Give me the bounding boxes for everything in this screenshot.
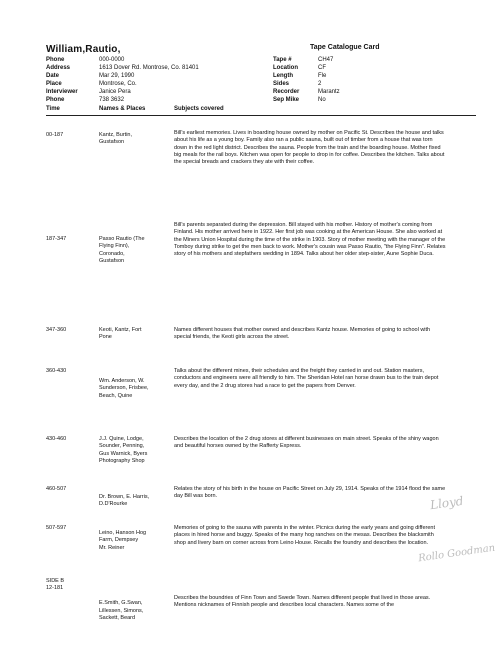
- date-label: Date: [46, 73, 60, 79]
- entry-time: 00-187: [46, 132, 64, 138]
- entry-names: Passo Rautio (The Flying Finn), Coronado, Gustafson: [99, 236, 145, 264]
- entry-time: 460-507: [46, 486, 67, 492]
- length-label: Length: [273, 73, 293, 79]
- date-value: Mar 29, 1990: [99, 73, 135, 79]
- sep-mike-label: Sep Mike: [273, 97, 300, 103]
- entry-time: 187-347: [46, 236, 67, 242]
- entry-names: Keoti, Kantz, Fort Pone: [99, 327, 142, 341]
- entry-subjects: Describes the location of the 2 drug stores at different businesses on main street. Speaks of the shiny wagon and beautiful horses owned by the Rafferty Express.: [174, 436, 439, 450]
- address-label: Address: [46, 65, 71, 71]
- place-value: Montrose, Co.: [99, 81, 137, 87]
- sep-mike-value: No: [318, 97, 326, 103]
- location-value: CF: [318, 65, 326, 71]
- header-rule: [46, 115, 476, 116]
- column-heading-subjects: Subjects covered: [174, 106, 224, 112]
- entry-subjects: Talks about the different mines, their schedules and the freight they carried in and out. Station masters, conductors and engineers were all friendly to him. The Sheridan Hotel ran horse drawn bus to the train depot every day, and the 2 drug stores had a race to get the papers from Denver.: [174, 368, 439, 389]
- entry-time: SIDE B 12-181: [46, 578, 65, 592]
- interviewer-label: Interviewer: [46, 89, 78, 95]
- card-title: Tape Catalogue Card: [310, 44, 380, 51]
- entry-subjects: Memories of going to the sauna with parents in the winter. Picnics during the early years and going different places in hired horse and buggy. Speaks of the many hog ranches on the mesas. Describes the blacksmith shop and livery barn on corner across from Leino House. Recalls the foundry and describes the location.: [174, 525, 435, 546]
- entry-subjects: Bill's parents separated during the depression. Bill stayed with his mother. History of mother's coming from Finland. His mother arrived here in 1922. Her first job was cooking at the American House. She also worked at the Miners Union Hospital during the time of the strike in 1903. Story of mother meeting with the manager of the Tomboy during strike to get the men back to work. Mother's cousin was Passo Rautio, "the Flying Finn". Relates story of his mothers and stepfathers wedding in 1894. Talks about her older step-sister, Aune Sophie Duca.: [174, 222, 446, 258]
- entry-time: 430-460: [46, 436, 67, 442]
- interviewer-phone-label: Phone: [46, 97, 65, 103]
- entry-names: J.J. Quine, Lodge, Sounder, Penning, Gus Warnick, Byers Photography Shop: [99, 436, 148, 464]
- location-label: Location: [273, 65, 298, 71]
- interviewer-value: Janice Pera: [99, 89, 131, 95]
- tape-number-label: Tape #: [273, 57, 292, 63]
- phone-label: Phone: [46, 57, 65, 63]
- phone-value: 000-0000: [99, 57, 125, 63]
- entry-time: 347-360: [46, 327, 67, 333]
- address-value: 1613 Dover Rd. Montrose, Co. 81401: [99, 65, 199, 71]
- interviewer-phone-value: 738 3632: [99, 97, 125, 103]
- entry-subjects: Describes the boundries of Finn Town and Swede Town. Names different people that lived in those areas. Mentions nicknames of Finnish people and describes local characters. Names some of the: [174, 595, 431, 609]
- entry-subjects: Names different houses that mother owned and describes Kantz house. Memories of going to school with special friends, the Keoti girls across the street.: [174, 327, 431, 341]
- entry-time: 507-597: [46, 525, 67, 531]
- column-heading-time: Time: [46, 106, 60, 112]
- entry-names: Dr. Brown, E. Harris, D.D'Rourke: [99, 494, 150, 508]
- place-label: Place: [46, 81, 62, 87]
- entry-names: Leino, Hanson Hog Farm, Dempsey Mr. Reiner: [99, 530, 147, 551]
- entry-names: Kantz, Burtin, Gustafson: [99, 132, 133, 146]
- interviewee-name: William,Rautio,: [46, 44, 121, 55]
- column-heading-names: Names & Places: [99, 106, 146, 112]
- entry-names: E.Smith, G.Swan, Lillessen, Simons, Sackett, Beard: [99, 600, 144, 621]
- handwritten-mark: Lloyd: [429, 493, 465, 513]
- recorder-label: Recorder: [273, 89, 300, 95]
- entry-time: 360-430: [46, 368, 67, 374]
- length-value: Fle: [318, 73, 327, 79]
- recorder-value: Marantz: [318, 89, 340, 95]
- entry-subjects: Relates the story of his birth in the house on Pacific Street on July 29, 1914. Speaks of the 1914 flood the same day Bill was born.: [174, 486, 446, 500]
- sides-label: Sides: [273, 81, 290, 87]
- sides-value: 2: [318, 81, 322, 87]
- tape-number-value: CH47: [318, 57, 334, 63]
- entry-names: Wm. Anderson, W. Sunderson, Frisbee, Beach, Quine: [99, 378, 149, 399]
- handwritten-mark: Rollo Goodman: [417, 542, 496, 565]
- entry-subjects: Bill's earliest memories. Lives in boarding house owned by mother on Pacific St. Describes the house and talks about his life as a young boy. Family also ran a public sauna, built out of timber from a house that was torn down in the red light district. Describes the sauna. People from the train and the boarding house. Mother fixed big meals for the rail boys. Kitchen was open for people to drop in for coffee. Describes the kitchen. Talks about the special breads and crackers they ate with their coffee.: [174, 130, 445, 166]
